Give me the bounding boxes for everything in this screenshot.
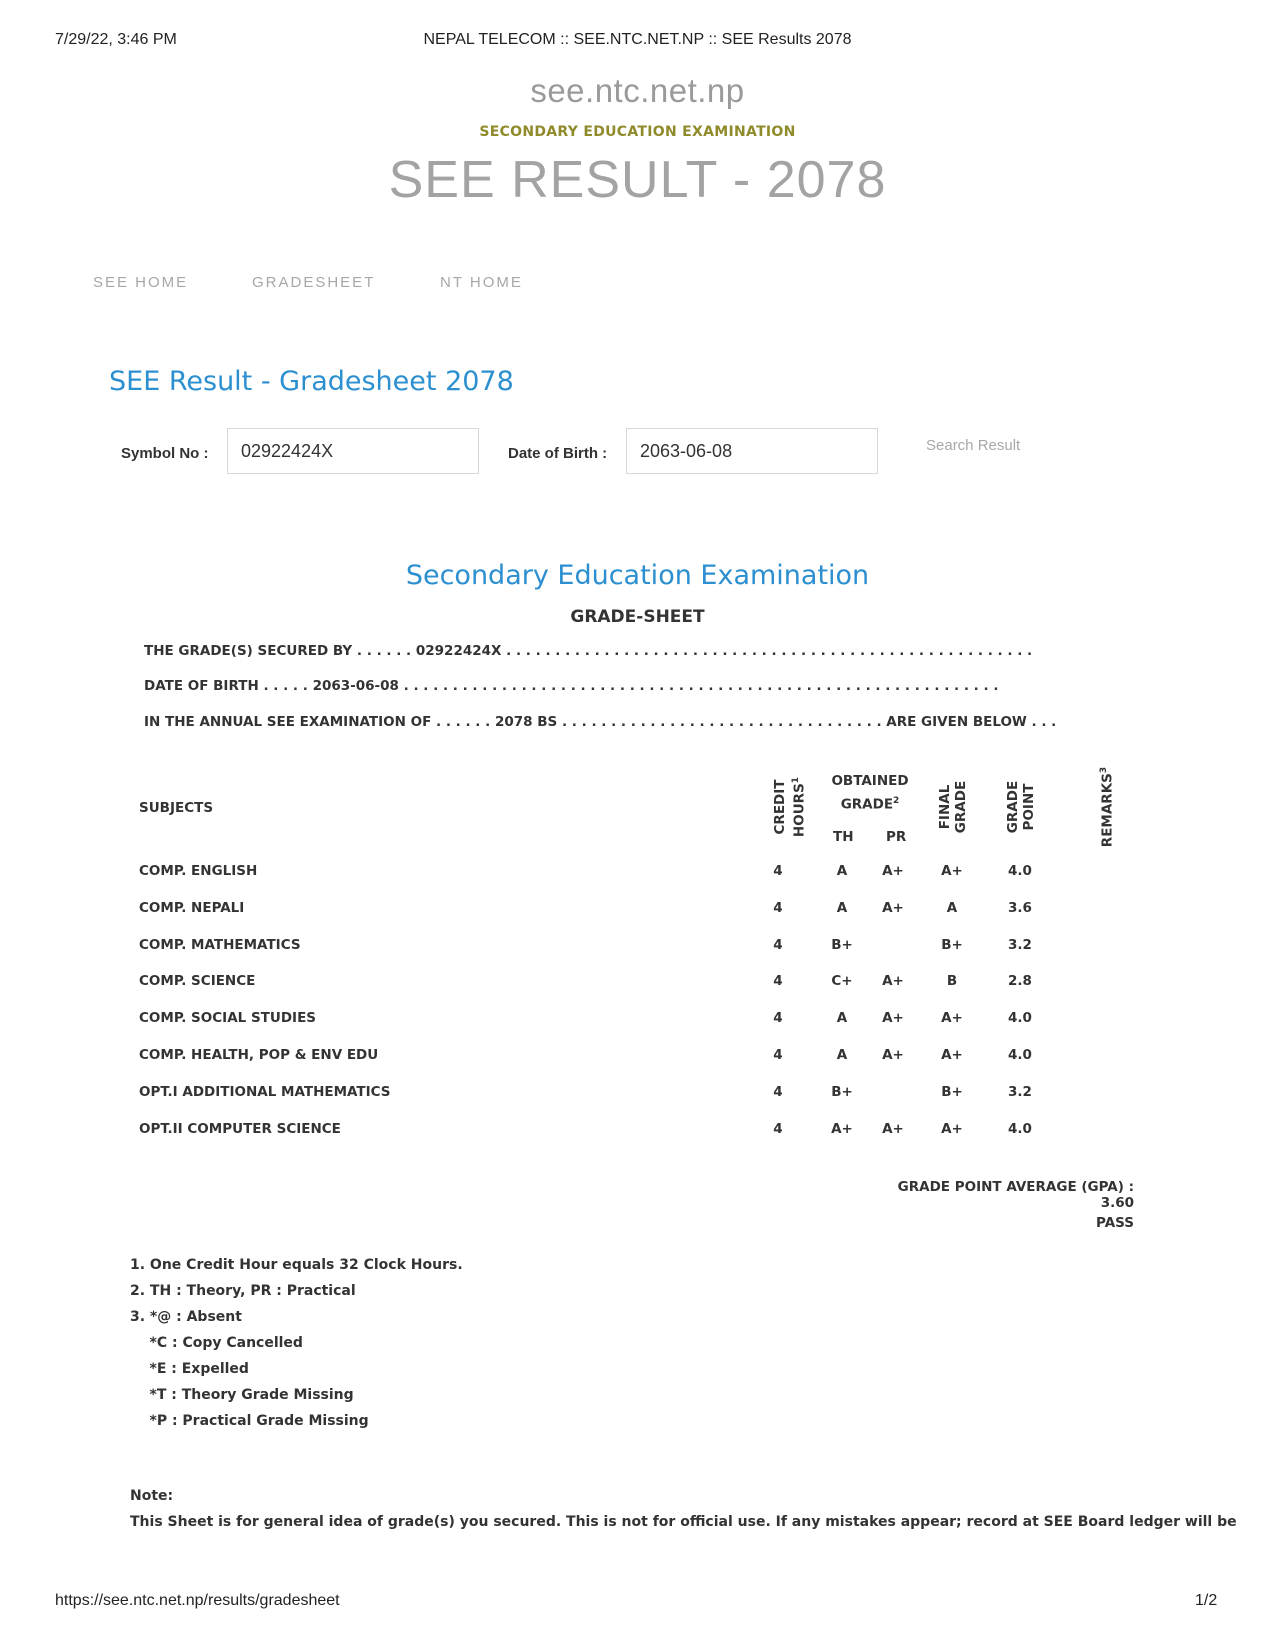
page-number: 1/2 xyxy=(1195,1592,1218,1609)
footnote-7: *P : Practical Grade Missing xyxy=(130,1413,369,1429)
subject-name: OPT.II COMPUTER SCIENCE xyxy=(139,1121,341,1137)
cell-credit: 4 xyxy=(773,1084,783,1100)
cell-pr: A+ xyxy=(882,863,904,879)
site-logo-text[interactable]: see.ntc.net.np xyxy=(530,72,745,109)
print-datetime: 7/29/22, 3:46 PM xyxy=(55,31,177,48)
cell-final: A xyxy=(946,900,958,916)
header-obtained-grade: OBTAINED GRADE$^2$ xyxy=(831,773,909,813)
cell-final: A+ xyxy=(941,863,963,879)
footnote-3: 3. *@ : Absent xyxy=(130,1309,242,1325)
cell-credit: 4 xyxy=(773,900,783,916)
cell-credit: 4 xyxy=(773,973,783,989)
secured-by-line: THE GRADE(S) SECURED BY . . . . . . 02922424X . . . . . . . . . . . . . . . . . . . . . . . . . . . . . . . . . . . . . . . . . . . . . . . . . . . . . . xyxy=(144,643,1033,659)
footnote-5: *E : Expelled xyxy=(130,1361,249,1377)
cell-pr: A+ xyxy=(882,1121,904,1137)
site-subtitle: SECONDARY EDUCATION EXAMINATION xyxy=(479,124,796,140)
cell-th: A xyxy=(836,900,848,916)
cell-gp: 3.2 xyxy=(1008,937,1032,953)
cell-gp: 4.0 xyxy=(1008,1047,1032,1063)
dob-label: Date of Birth : xyxy=(508,445,608,462)
gradesheet-heading: Secondary Education Examination xyxy=(405,560,870,591)
cell-th: A xyxy=(836,1047,848,1063)
page-title: SEE RESULT - 2078 xyxy=(388,151,887,209)
header-remarks: REMARKS$^3$ xyxy=(1099,766,1116,848)
footnote-4: *C : Copy Cancelled xyxy=(130,1335,303,1351)
search-result-button[interactable]: Search Result xyxy=(926,437,1021,454)
cell-final: A+ xyxy=(941,1047,963,1063)
cell-final: B+ xyxy=(941,937,963,953)
cell-credit: 4 xyxy=(773,1047,783,1063)
subject-name: COMP. MATHEMATICS xyxy=(139,937,301,953)
cell-th: A+ xyxy=(831,1121,853,1137)
note-text: This Sheet is for general idea of grade(s) you secured. This is not for official use. If any mistakes appear; record at SEE Board ledger will be xyxy=(130,1514,1237,1530)
subject-name: COMP. SCIENCE xyxy=(139,973,256,989)
cell-gp: 4.0 xyxy=(1008,863,1032,879)
cell-th: B+ xyxy=(831,1084,853,1100)
nav-see-home[interactable]: SEE HOME xyxy=(93,274,189,291)
print-page-title: NEPAL TELECOM :: SEE.NTC.NET.NP :: SEE Results 2078 xyxy=(423,31,852,48)
cell-gp: 3.2 xyxy=(1008,1084,1032,1100)
section-title: SEE Result - Gradesheet 2078 xyxy=(109,366,514,397)
cell-credit: 4 xyxy=(773,1010,783,1026)
cell-gp: 2.8 xyxy=(1008,973,1032,989)
print-url: https://see.ntc.net.np/results/gradesheet xyxy=(55,1592,340,1609)
footnote-2: 2. TH : Theory, PR : Practical xyxy=(130,1283,356,1299)
subject-name: COMP. ENGLISH xyxy=(139,863,258,879)
dob-line: DATE OF BIRTH . . . . . 2063-06-08 . . . . . . . . . . . . . . . . . . . . . . . . . . . . . . . . . . . . . . . . . . . . . . . . . . . . . . . . . . . . . xyxy=(144,678,999,694)
note-label: Note: xyxy=(130,1488,174,1504)
subject-name: COMP. NEPALI xyxy=(139,900,245,916)
header-th: TH xyxy=(833,829,854,845)
gradesheet-subheading: GRADE-SHEET xyxy=(570,607,705,627)
cell-final: B+ xyxy=(941,1084,963,1100)
cell-gp: 4.0 xyxy=(1008,1010,1032,1026)
cell-pr: A+ xyxy=(882,900,904,916)
result-status: PASS xyxy=(1096,1215,1134,1231)
subject-name: COMP. SOCIAL STUDIES xyxy=(139,1010,317,1026)
gpa: GRADE POINT AVERAGE (GPA) : 3.60 xyxy=(897,1179,1134,1211)
subject-name: OPT.I ADDITIONAL MATHEMATICS xyxy=(139,1084,391,1100)
cell-th: C+ xyxy=(831,973,853,989)
cell-gp: 3.6 xyxy=(1008,900,1032,916)
header-subjects: SUBJECTS xyxy=(139,800,214,816)
header-credit-hours: CREDIT HOURS$^1$ xyxy=(772,776,808,838)
symbol-label: Symbol No : xyxy=(121,445,209,462)
cell-gp: 4.0 xyxy=(1008,1121,1032,1137)
cell-credit: 4 xyxy=(773,863,783,879)
cell-pr: A+ xyxy=(882,1010,904,1026)
exam-line: IN THE ANNUAL SEE EXAMINATION OF . . . . . . 2078 BS . . . . . . . . . . . . . . . . . . . . . . . . . . . . . . . . . ARE GIVEN BELOW . . . xyxy=(144,714,1057,730)
cell-final: A+ xyxy=(941,1121,963,1137)
dob-input[interactable]: 2063-06-08 xyxy=(626,428,878,474)
cell-th: A xyxy=(836,1010,848,1026)
cell-pr: A+ xyxy=(882,1047,904,1063)
subject-name: COMP. HEALTH, POP & ENV EDU xyxy=(139,1047,379,1063)
nav-gradesheet[interactable]: GRADESHEET xyxy=(252,274,376,291)
header-final-grade: FINAL GRADE xyxy=(937,780,969,834)
cell-credit: 4 xyxy=(773,1121,783,1137)
cell-th: B+ xyxy=(831,937,853,953)
header-grade-point: GRADE POINT xyxy=(1005,780,1037,834)
symbol-input[interactable]: 02922424X xyxy=(227,428,479,474)
nav-nt-home[interactable]: NT HOME xyxy=(440,274,523,291)
cell-th: A xyxy=(836,863,848,879)
cell-pr: A+ xyxy=(882,973,904,989)
footnote-1: 1. One Credit Hour equals 32 Clock Hours. xyxy=(130,1257,463,1273)
cell-final: B xyxy=(946,973,958,989)
header-pr: PR xyxy=(886,829,907,845)
cell-final: A+ xyxy=(941,1010,963,1026)
cell-credit: 4 xyxy=(773,937,783,953)
footnote-6: *T : Theory Grade Missing xyxy=(130,1387,354,1403)
